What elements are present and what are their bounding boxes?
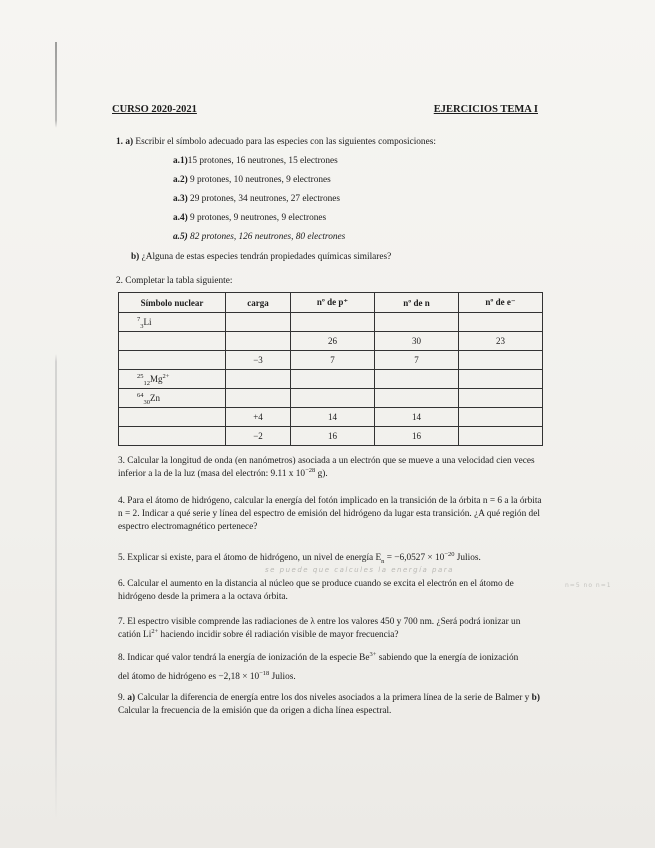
table-row: [119, 408, 543, 427]
question-9-part-b-text: Calcular la frecuencia de la emisión que da origen a dicha línea espectral.: [118, 706, 392, 716]
question-8-ion-charge: 3+: [369, 650, 377, 658]
neutrons-cell: [375, 389, 459, 408]
neutrons-cell: 14: [375, 408, 459, 427]
protons-cell: [291, 389, 375, 408]
question-8-line-1: [118, 652, 548, 665]
question-1: [116, 136, 546, 264]
electrons-cell: 23: [459, 332, 543, 351]
nuclear-symbol-cell: [119, 427, 226, 446]
nuclear-symbol-cell: [119, 389, 226, 408]
nuclear-symbol-cell: [119, 351, 226, 370]
question-8-text: 8. Indicar qué valor tendrá la energía de ionización de la especie Be: [118, 653, 370, 663]
question-1-intro: [116, 136, 546, 149]
question-1-part-b-text: ¿Alguna de estas especies tendrán propiedades químicas similares?: [141, 252, 392, 262]
column-header: nº de p⁺: [291, 293, 375, 313]
table-row: [119, 332, 543, 351]
question-9-part-a-text: Calcular la diferencia de energía entre los dos niveles asociados a la primera línea de la serie de Balmer y: [137, 693, 530, 703]
neutrons-cell: 7: [375, 351, 459, 370]
question-3-tail: g).: [315, 469, 328, 479]
atomic-number: 30: [143, 398, 150, 406]
question-1-item: [173, 174, 546, 187]
nuclear-symbol-cell: [119, 313, 226, 332]
table-row: [119, 313, 543, 332]
element-symbol: Mg: [150, 374, 163, 384]
question-3-text: 3. Calcular la longitud de onda (en nanómetros) asociada a un electrón que se mueve a una velocidad cien veces inferior a la de la luz (masa del electrón: 9.11 x 10: [118, 456, 535, 479]
question-7-tail: haciendo incidir sobre él radiación visible de mayor frecuencia?: [158, 630, 399, 640]
question-1-part-b: [131, 251, 546, 264]
question-8-tail: Julios.: [269, 672, 296, 682]
atomic-number: 12: [143, 379, 150, 387]
item-text: 9 protones, 10 neutrones, 9 electrones: [190, 175, 331, 185]
neutrons-cell: 30: [375, 332, 459, 351]
item-text: 15 protones, 16 neutrones, 15 electrones: [187, 156, 338, 166]
item-label: a.1): [173, 156, 188, 166]
question-3: [118, 455, 544, 481]
table-row: [119, 389, 543, 408]
question-1-intro-text: Escribir el símbolo adecuado para las especies con las siguientes composiciones:: [135, 137, 436, 147]
mass-number: 7: [137, 316, 141, 323]
question-1-label-b: b): [131, 252, 140, 262]
question-1-number: 1.: [116, 137, 123, 147]
question-9-number: 9.: [118, 693, 125, 703]
question-8: [118, 652, 548, 684]
element-symbol: Li: [143, 317, 152, 327]
question-2-title: 2. Completar la tabla siguiente:: [116, 276, 233, 286]
element-symbol: Zn: [150, 393, 160, 403]
electrons-cell: [459, 389, 543, 408]
item-text: 9 protones, 9 neutrones, 9 electrones: [190, 213, 327, 223]
atomic-number: 3: [140, 322, 144, 330]
question-5-exponent: −20: [444, 550, 455, 558]
item-label: a.5): [173, 232, 188, 242]
course-label: CURSO 2020-2021: [112, 104, 197, 115]
question-9-label-b: b): [531, 693, 540, 703]
pencil-annotation-2: n=5 no n=1: [565, 582, 612, 589]
electrons-cell: [459, 313, 543, 332]
electrons-cell: [459, 427, 543, 446]
item-label: a.4): [173, 213, 188, 223]
neutrons-cell: [375, 370, 459, 389]
question-8-line-2-text: del átomo de hidrógeno es −2,18 × 10: [118, 672, 260, 682]
protons-cell: [291, 313, 375, 332]
column-header: nº de e⁻: [459, 293, 543, 313]
question-7-text: 7. El espectro visible comprende las radiaciones de λ entre los valores 450 y 700 nm. ¿Será podrá ionizar un catión Li: [118, 617, 521, 640]
question-5-tail: Julios.: [454, 553, 481, 563]
mass-number: 25: [137, 373, 144, 380]
question-9-label-a: a): [127, 693, 136, 703]
question-6: 6. Calcular el aumento en la distancia al núcleo que se produce cuando se excita el electrón en el átomo de hidrógeno desde la primera a la octava órbita.: [118, 579, 514, 602]
question-8-exponent: −18: [259, 669, 270, 677]
question-1-label-a: a): [125, 137, 134, 147]
electrons-cell: [459, 408, 543, 427]
question-5-subscript: n: [381, 557, 385, 565]
charge-cell: [226, 332, 291, 351]
question-5-text: 5. Explicar si existe, para el átomo de hidrógeno, un nivel de energía E: [118, 553, 382, 563]
item-label: a.3): [173, 194, 188, 204]
question-1-item: [173, 231, 546, 244]
electrons-cell: [459, 370, 543, 389]
charge-cell: [226, 313, 291, 332]
electrons-cell: [459, 351, 543, 370]
item-text: 82 protones, 126 neutrones, 80 electrones: [190, 232, 346, 242]
question-1-item: [173, 155, 546, 168]
table-row: [119, 351, 543, 370]
mass-number: 64: [137, 392, 144, 399]
worksheet-title: EJERCICIOS TEMA I: [433, 104, 538, 115]
charge-cell: [226, 370, 291, 389]
question-4: 4. Para el átomo de hidrógeno, calcular la energía del fotón implicado en la transición de la órbita n = 6 a la órbita n = 2. Indicar a qué serie y línea del espectro de emisión del hidrógeno da lugar esta transición. ¿A qué región del espectro electromagnético pertenece?: [118, 496, 542, 532]
item-text: 29 protones, 34 neutrones, 27 electrones: [190, 194, 341, 204]
table-row: [119, 427, 543, 446]
protons-cell: 7: [291, 351, 375, 370]
question-8-line-2: [118, 671, 548, 684]
protons-cell: 16: [291, 427, 375, 446]
question-5-mid: = −6,0527 × 10: [384, 553, 445, 563]
nuclear-symbol-cell: [119, 332, 226, 351]
pencil-annotation: se puede que calcules la energía para: [265, 566, 454, 574]
protons-cell: 14: [291, 408, 375, 427]
question-9: [118, 692, 544, 718]
question-3-exponent: −28: [305, 466, 316, 474]
item-label: a.2): [173, 175, 188, 185]
nuclear-symbol-cell: [119, 370, 226, 389]
question-7-ion-charge: 2+: [151, 627, 159, 635]
question-8-mid: sabiendo que la energía de ionización: [376, 653, 519, 663]
ion-charge: 2+: [162, 373, 170, 380]
charge-cell: −2: [226, 427, 291, 446]
neutrons-cell: [375, 313, 459, 332]
column-header: Símbolo nuclear: [119, 293, 226, 313]
column-header: carga: [226, 293, 291, 313]
charge-cell: −3: [226, 351, 291, 370]
question-1-item: [173, 193, 546, 206]
column-header: nº de n: [375, 293, 459, 313]
question-7: [118, 616, 544, 642]
question-1-item: [173, 212, 546, 225]
charge-cell: [226, 389, 291, 408]
nuclear-symbol-cell: [119, 408, 226, 427]
page-header: [112, 104, 538, 115]
question-5: [118, 552, 544, 565]
margin-line: [55, 42, 57, 822]
protons-cell: [291, 370, 375, 389]
neutrons-cell: 16: [375, 427, 459, 446]
table-row: [119, 370, 543, 389]
data-table: [118, 292, 543, 446]
charge-cell: +4: [226, 408, 291, 427]
protons-cell: 26: [291, 332, 375, 351]
table-header-row: [119, 293, 543, 313]
